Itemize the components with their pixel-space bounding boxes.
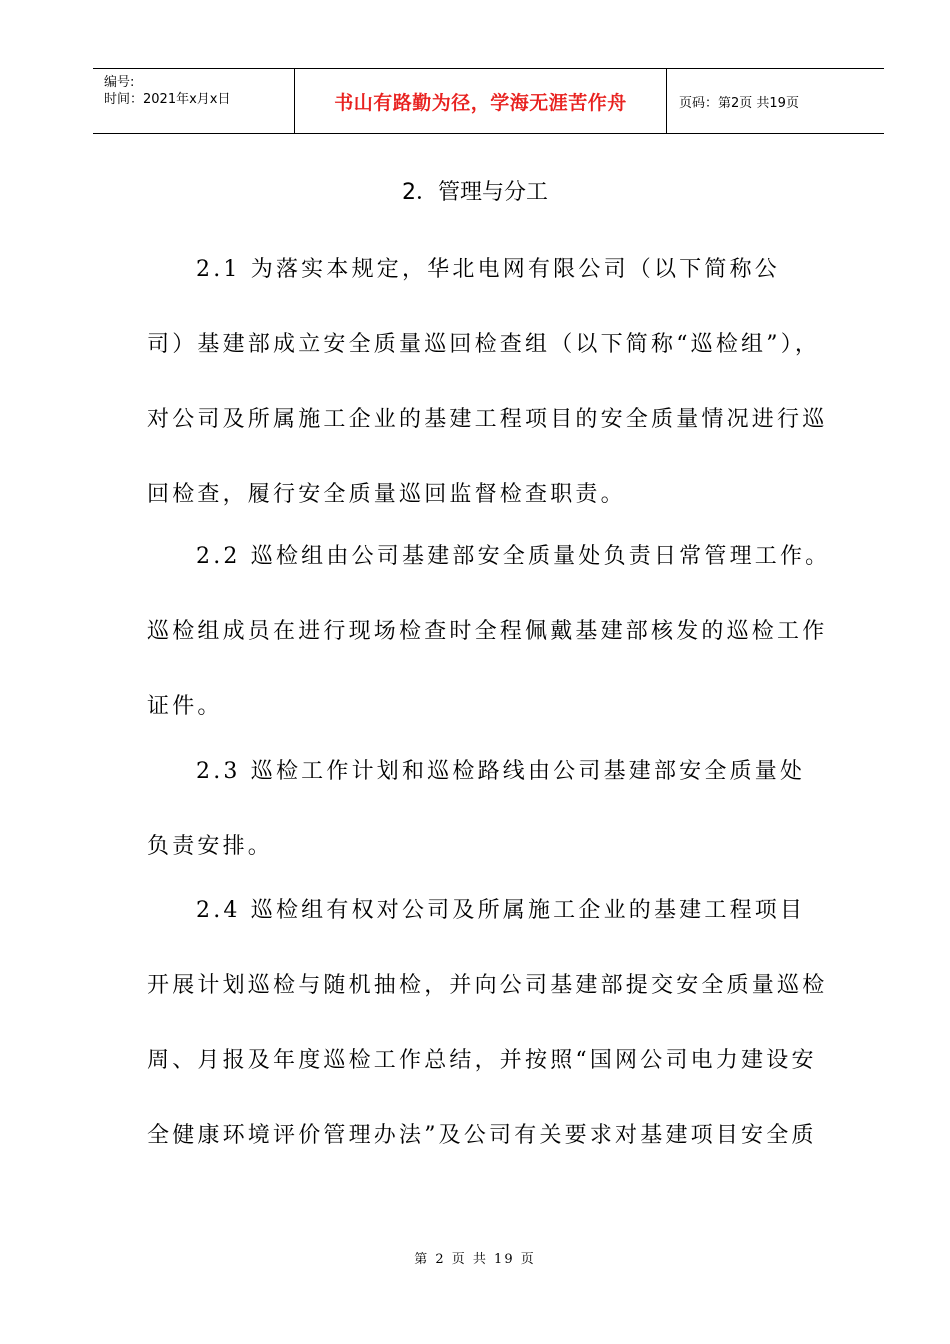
paragraph-line: 2.4 巡检组有权对公司及所属施工企业的基建工程项目	[196, 898, 806, 923]
number-label: 编号:	[104, 75, 135, 90]
time-label: 时间：2021年x月x日	[104, 92, 231, 107]
header-meta	[93, 69, 295, 133]
page-footer: 第 2 页 共 19 页	[414, 1252, 536, 1267]
paragraph-line: 开展计划巡检与随机抽检，并向公司基建部提交安全质量巡检	[147, 973, 828, 998]
paragraph-line: 司）基建部成立安全质量巡回检查组（以下简称“巡检组”），	[147, 332, 821, 357]
document-header	[93, 68, 884, 134]
paragraph-line: 2.3 巡检工作计划和巡检路线由公司基建部安全质量处	[196, 759, 806, 784]
paragraph-line: 负责安排。	[147, 834, 274, 859]
paragraph-line: 回检查，履行安全质量巡回监督检查职责。	[147, 482, 626, 507]
section-title: 2．管理与分工	[402, 180, 548, 205]
paragraph-line: 巡检组成员在进行现场检查时全程佩戴基建部核发的巡检工作	[147, 619, 828, 644]
paragraph-line: 2.1 为落实本规定，华北电网有限公司（以下简称公	[196, 257, 780, 282]
paragraph-line: 周、月报及年度巡检工作总结，并按照“国网公司电力建设安	[147, 1048, 817, 1073]
paragraph-line: 对公司及所属施工企业的基建工程项目的安全质量情况进行巡	[147, 407, 828, 432]
paragraph-line: 证件。	[147, 694, 223, 719]
header-motto: 书山有路勤为径，学海无涯苦作舟	[295, 69, 667, 133]
paragraph-line: 2.2 巡检组由公司基建部安全质量处负责日常管理工作。	[196, 544, 831, 569]
paragraph-line: 全健康环境评价管理办法”及公司有关要求对基建项目安全质	[147, 1123, 817, 1148]
header-page-label: 页码：第2页 共19页	[679, 95, 799, 111]
